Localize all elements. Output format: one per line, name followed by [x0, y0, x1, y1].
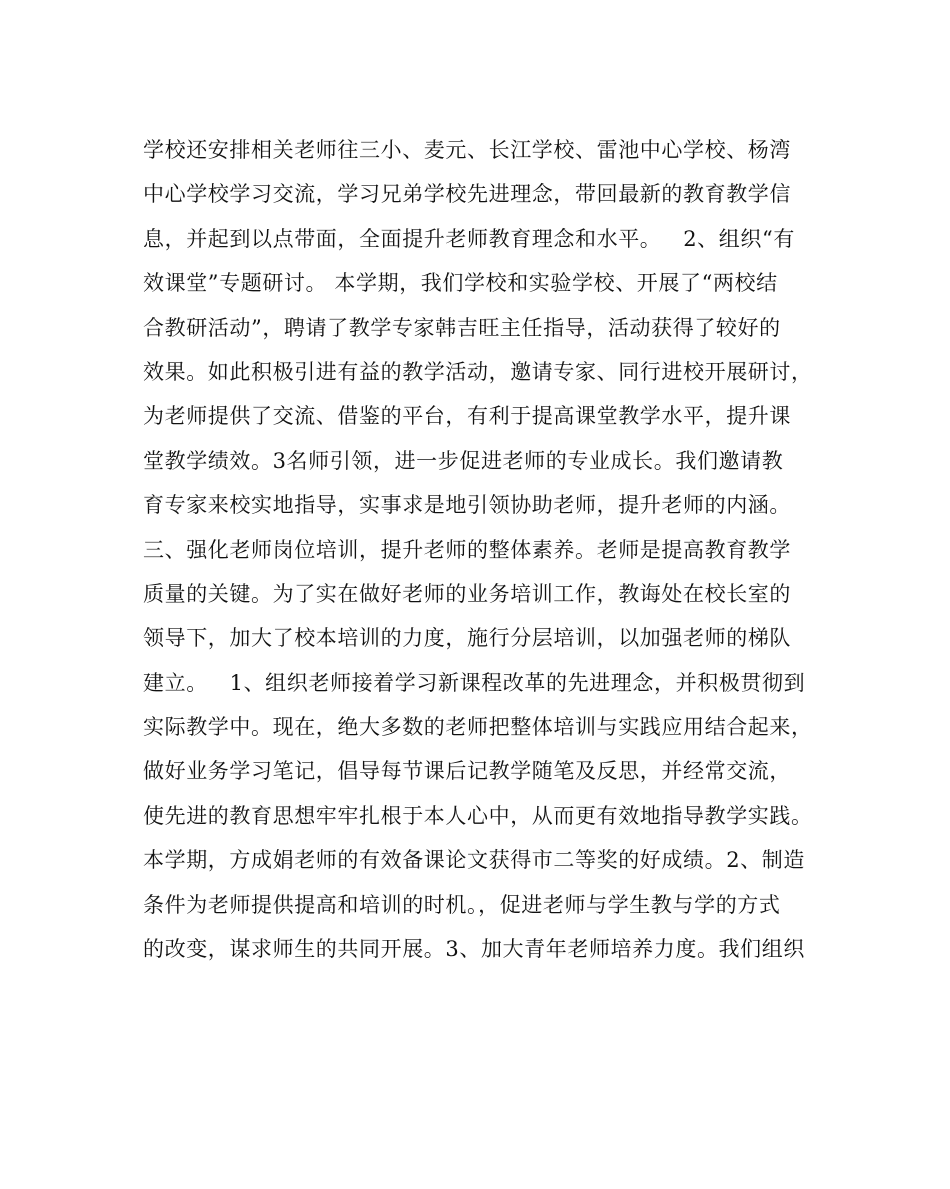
text-line: 效课堂”专题研讨。 本学期，我们学校和实验学校、开展了“两校结	[143, 271, 778, 296]
text-line: 合教研活动”，聘请了教学专家韩吉旺主任指导，活动获得了较好的	[143, 315, 781, 340]
text-line: 育专家来校实地指导，实事求是地引领协助老师，提升老师的内涵。	[143, 493, 791, 518]
text-line: 学校还安排相关老师往三小、麦元、长江学校、雷池中心学校、杨湾	[143, 138, 791, 162]
text-line: 三、强化老师岗位培训，提升老师的整体素养。老师是提高教育教学	[143, 537, 791, 562]
text-line: 息，并起到以点带面，全面提升老师教育理念和水平。 2、组织“有	[143, 226, 795, 251]
text-line: 效果。如此积极引进有益的教学活动，邀请专家、同行进校开展研讨，	[143, 359, 813, 384]
text-line: 实际教学中。现在，绝大多数的老师把整体培训与实践应用结合起来，	[143, 715, 813, 740]
text-line: 本学期，方成娟老师的有效备课论文获得市二等奖的好成绩。2、制造	[143, 848, 805, 873]
text-line: 中心学校学习交流，学习兄弟学校先进理念，带回最新的教育教学信	[143, 182, 791, 207]
text-line: 做好业务学习笔记，倡导每节课后记教学随笔及反思，并经常交流，	[143, 759, 791, 784]
text-line: 堂教学绩效。3名师引领，进一步促进老师的专业成长。我们邀请教	[143, 448, 784, 473]
text-line: 条件为老师提供提高和培训的时机。，促进老师与学生教与学的方式	[143, 892, 781, 917]
body-text	[143, 128, 813, 971]
text-line: 使先进的教育思想牢牢扎根于本人心中，从而更有效地指导教学实践。	[143, 803, 813, 828]
text-line: 的改变，谋求师生的共同开展。3、加大青年老师培养力度。我们组织	[143, 937, 805, 962]
text-line: 领导下，加大了校本培训的力度，施行分层培训，以加强老师的梯队	[143, 626, 791, 651]
text-line: 质量的关键。为了实在做好老师的业务培训工作，教诲处在校长室的	[143, 581, 791, 606]
text-line: 为老师提供了交流、借鉴的平台，有利于提高课堂教学水平，提升课	[143, 404, 791, 429]
text-line: 建立。 1、组织老师接着学习新课程改革的先进理念，并积极贯彻到	[143, 670, 806, 695]
